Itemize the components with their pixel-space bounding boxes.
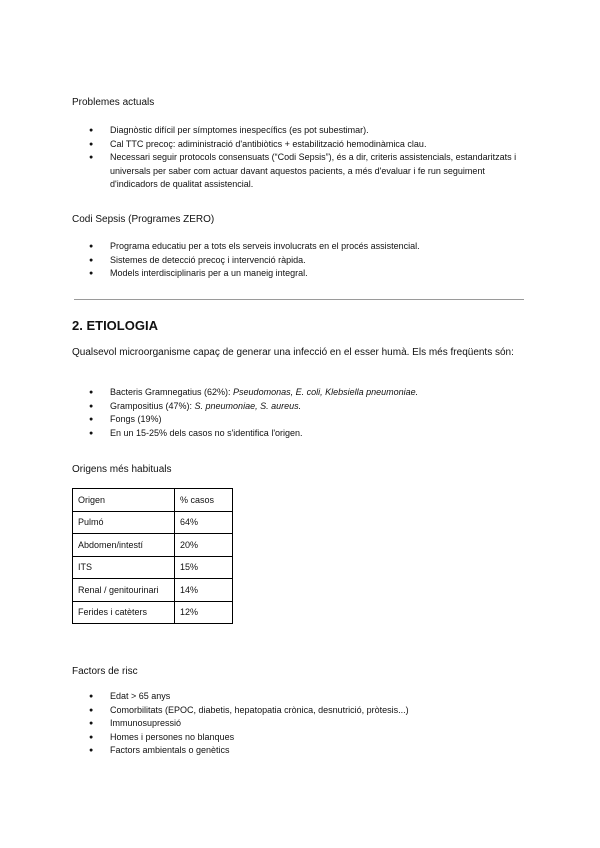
list-item: ● Factors ambientals o genètics <box>72 744 532 758</box>
list-item: ● Comorbilitats (EPOC, diabetis, hepatopatia crònica, desnutrició, pròtesis...) <box>72 704 532 718</box>
table-cell: Renal / genitourinari <box>73 579 175 602</box>
table-cell: 64% <box>175 511 233 534</box>
table-cell: 12% <box>175 601 233 624</box>
list-item: ● Edat > 65 anys <box>72 690 532 704</box>
codi-sepsis-heading: Codi Sepsis (Programes ZERO) <box>72 214 215 225</box>
table-cell: 14% <box>175 579 233 602</box>
factors-list <box>72 690 532 758</box>
table-row <box>73 511 233 534</box>
table-cell: Pulmó <box>73 511 175 534</box>
list-item: ● Programa educatiu per a tots els serveis involucrats en el procés assistencial. <box>72 240 532 254</box>
origens-heading: Origens més habituals <box>72 464 172 475</box>
item-lead: En un 15-25% dels casos no s'identifica l'origen. <box>110 427 303 438</box>
list-item: ● Necessari seguir protocols consensuats (“Codi Sepsis”), és a dir, criteris assistencials, estandaritzats i universals per saber com actuar davant aquestos pacients, a més d'evaluar i fe run seguiment d'indicadors de qualitat assistencial. <box>72 151 532 192</box>
table-row <box>73 579 233 602</box>
list-item <box>72 427 532 441</box>
table-header-row <box>73 489 233 512</box>
item-lead: Grampositius (47%): <box>110 400 195 411</box>
codi-sepsis-list <box>72 240 532 281</box>
section-title: 2. ETIOLOGIA <box>72 318 158 333</box>
table-row <box>73 556 233 579</box>
table-cell: 15% <box>175 556 233 579</box>
list-item <box>72 386 532 400</box>
item-species: S. pneumoniae, S. aureus. <box>194 400 302 411</box>
list-item: ● Diagnòstic difícil per símptomes inespecífics (es pot subestimar). <box>72 124 532 138</box>
problemes-list <box>72 124 532 192</box>
horizontal-divider <box>74 299 524 300</box>
list-item: ● Homes i persones no blanques <box>72 731 532 745</box>
problemes-heading: Problemes actuals <box>72 97 155 108</box>
column-header: % casos <box>175 489 233 512</box>
table-cell: Abdomen/intestí <box>73 534 175 557</box>
table-cell: ITS <box>73 556 175 579</box>
list-item: ● Sistemes de detecció precoç i intervenció ràpida. <box>72 254 532 268</box>
list-item: ● Cal TTC precoç: adiministració d'antibiòtics + estabilització hemodinàmica clau. <box>72 138 532 152</box>
table-row <box>73 534 233 557</box>
origens-table <box>72 488 233 624</box>
list-item: ● Models interdisciplinaris per a un maneig integral. <box>72 267 532 281</box>
etiologia-intro: Qualsevol microorganisme capaç de generar una infecció en el esser humà. Els més freqüents són: <box>72 347 514 358</box>
item-species: Pseudomonas, E. coli, Klebsiella pneumoniae. <box>233 387 419 397</box>
item-lead: Fongs (19%) <box>110 414 162 424</box>
etiologia-list <box>72 386 532 440</box>
column-header: Origen <box>73 489 175 512</box>
list-item: ● Immunosupressió <box>72 717 532 731</box>
factors-heading: Factors de risc <box>72 666 138 677</box>
table-cell: 20% <box>175 534 233 557</box>
item-lead: Bacteris Gramnegatius (62%): <box>110 387 234 397</box>
list-item <box>72 413 532 427</box>
table-cell: Ferides i catèters <box>73 601 175 624</box>
list-item <box>72 400 532 414</box>
table-row <box>73 601 233 624</box>
